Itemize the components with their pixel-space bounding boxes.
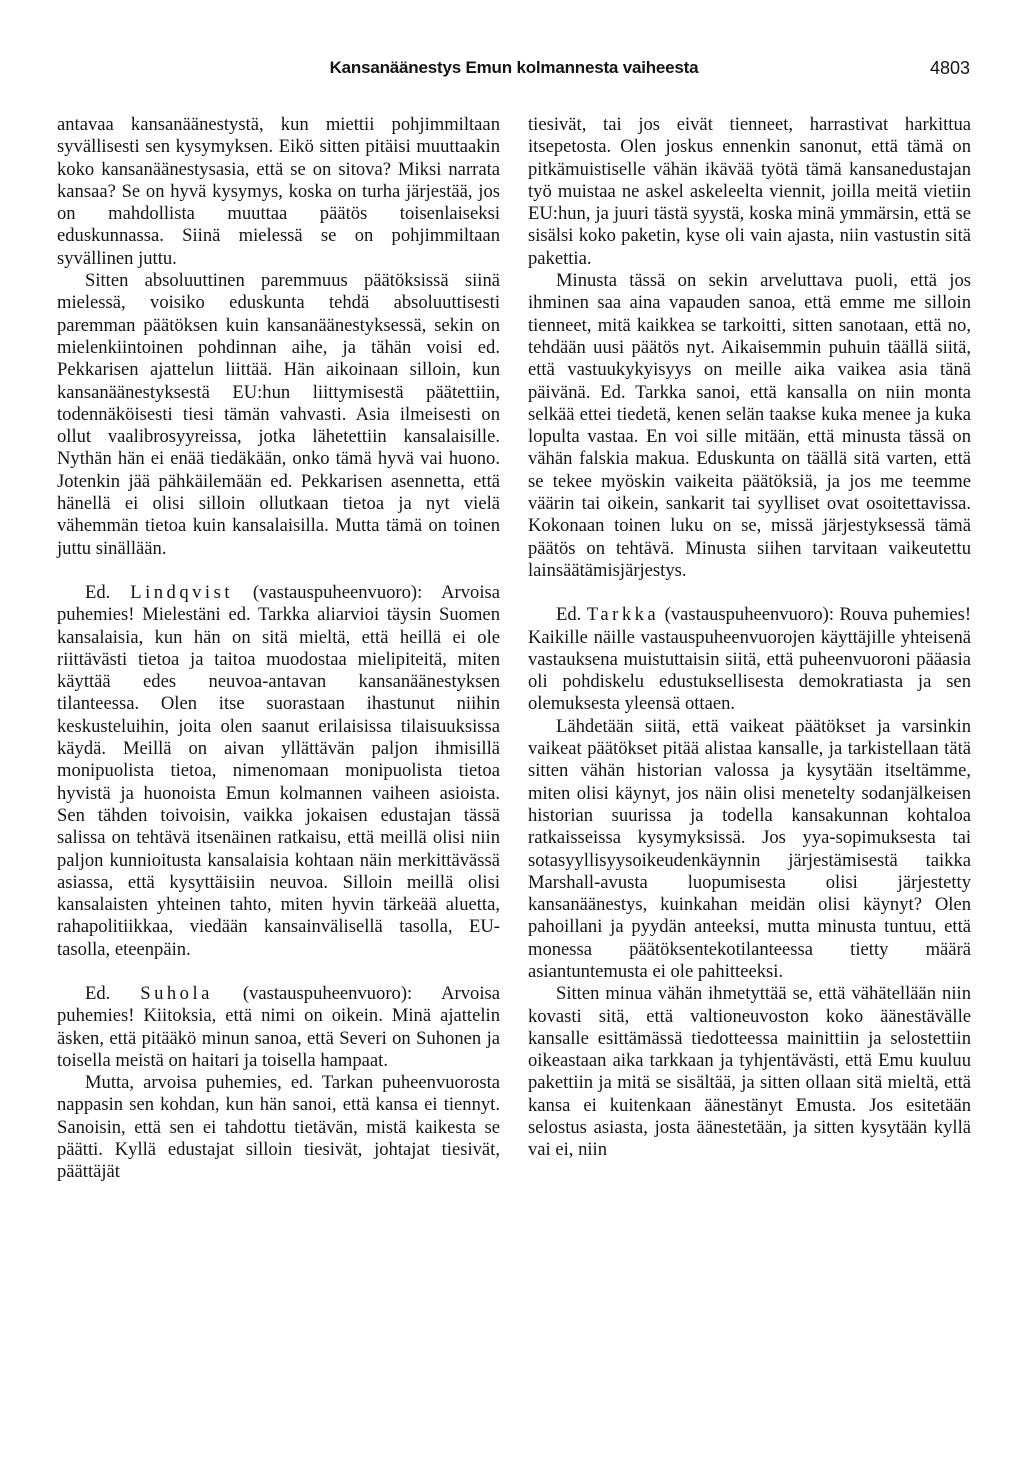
paragraph: antavaa kansanäänestystä, kun miettii pohjimmiltaan syvällisesti sen kysymyksen. Eikö sitten pitäisi muuttaakin koko kansanäänestysasia, että se on sitova? Miksi narrata kansaa? Se on hyvä kysymys, koska on turha järjestää, jos on mahdollista muuttaa päätös toisenlaiseksi eduskunnassa. Siinä mielessä se on pohjimmiltaan syvällinen juttu. [57,114,500,269]
paragraph: Sitten minua vähän ihmetyttää se, että vähätellään niin kovasti sitä, että valtioneuvoston koko äänestävälle kansalle esittämässä tiedotteessa mainittiin ja selostettiin oikeastaan aika tarkkaan ja tyhjentävästi, että Emu kuuluu pakettiin ja mitä se sisältää, ja sitten ollaan sitä mieltä, että kansa ei kuitenkaan äänestänyt Emusta. Jos esitetään selostus asiasta, josta äänestetään, ja sitten kysytään kyllä vai ei, niin [528,983,971,1161]
speaker-prefix: Ed. [556,604,582,626]
speech-suhola [57,983,500,1072]
paragraph: Minusta tässä on sekin arveluttava puoli, että jos ihminen saa aina vapauden sanoa, että emme me silloin tienneet, mitä kaikkea se tarkoitti, sitten sanotaan, että no, tehdään uusi päätös nyt. Aikaisemmin puhuin täällä siitä, että vastuukykyisyys on meille aika vaikea asia tänä päivänä. Ed. Tarkka sanoi, että kansalla on niin monta selkää ettei tiedetä, kenen selän taakse kuka menee ja kuka lopulta vastaa. En voi sille mitään, että minusta tässä on vähän falskia makua. Eduskunta on täällä sitä varten, että se tekee myöskin vaikeita päätöksiä, ja jos me teemme väärin tai oikein, sankarit tai syylliset ovat osoitettavissa. Kokonaan toinen luku on se, missä järjestyksessä tämä päätös on tehtävä. Minusta siihen tarvitaan vaikeutettu lainsäätämisjärjestys. [528,270,971,581]
left-column [57,114,500,1184]
speaker-name: Lindqvist [130,581,233,603]
paragraph: tiesivät, tai jos eivät tienneet, harrastivat harkittua itsepetosta. Olen joskus ennenkin sanonut, että tämä on pitkämuistiselle vähän ikävää työtä tämä kansanedustajan työ muistaa ne askel askeleelta viennit, joilla meitä vietiin EU:hun, ja juuri tästä syystä, koska minä ymmärsin, että se sisälsi koko paketin, kyse oli vain ajasta, niin vastustin sitä pakettia. [528,114,971,269]
speaker-name: Tarkka [586,604,660,626]
paragraph: Lähdetään siitä, että vaikeat päätökset ja varsinkin vaikeat päätökset pitää alistaa kansalle, ja tarkistellaan tätä sitten vähän historian valossa ja kysytään itseltämme, miten olisi käynyt, jos näin olisi menetelty sodanjälkeisen historian suurissa ja todella kansakunnan kohtaloa ratkaisseissa kysymyksissä. Jos yya-sopimuksesta tai sotasyyllisyysoikeudenkäynnin järjestämisestä taikka Marshall-avusta luopumisesta olisi järjestetty kansanäänestys, kuinkahan meidän olisi käynyt? Olen pahoillani ja pyydän anteeksi, mutta minusta tuntuu, että monessa päätöksentekotilanteessa tietty määrä asiantuntemusta ei ole pahitteeksi. [528,715,971,982]
speech-tarkka [528,604,971,715]
speech-text: (vastauspuheenvuoro): Rouva puhemies! Kaikille näille vastauspuheenvuorojen käyttäjille yhteisenä vastauksena muistuttaisin siitä, että puheenvuoroni pääasia oli pohdiskelu edustuksellisesta demokratiasta ja sen olemuksesta yleensä ottaen. [528,604,972,715]
speech-text: (vastauspuheenvuoro): Arvoisa puhemies! Mielestäni ed. Tarkka aliarvioi täysin Suomen kansalaisia, kun hän on sitä mieltä, että heillä ei ole riittävästi tietoa ja taitoa muodostaa mielipiteitä, miten käyttää edes neuvoa-antavan kansanäänestyksen tilanteessa. Olen itse suorastaan ihastunut niihin keskusteluihin, joita olen saanut erilaisissa tilaisuuksissa käydä. Meillä on aivan yllättävän paljon ihmisillä monipuolista tietoa, nimenomaan monipuolista tietoa hyvistä ja huonoista Emun kolmannen vaiheen asioista. Sen tähden toivoisin, vaikka jokaisen edustajan tässä salissa on tehtävä itsenäinen ratkaisu, että meillä olisi niin paljon kunnioitusta kansalaisia kohtaan näin merkittävässä asiassa, että kysyttäisiin neuvoa. Silloin meillä olisi kansalaisten yhteinen tahto, miten hyvin tärkeää aluetta, rahapolitiikkaa, viedään kansainvälisellä tasolla, EU-tasolla, eteenpäin. [57,581,501,960]
speaker-prefix: Ed. [85,982,111,1004]
speaker-name: Suhola [140,982,213,1004]
speech-lindqvist [57,582,500,961]
paragraph: Sitten absoluuttinen paremmuus päätöksissä siinä mielessä, voisiko eduskunta tehdä absoluuttisesti paremman päätöksen kuin kansanäänestyksessä, sekin on mielenkiintoinen pohdinnan aihe, ja tähän voisi ed. Pekkarisen ajattelun liittää. Hän aikoinaan silloin, kun kansanäänestyksestä EU:hun liittymisestä päätettiin, todennäköisesti tiesi tämän vahvasti. Asia ilmeisesti on ollut vaalibrosyyreissa, jotka lähetettiin kansalaisille. Nythän hän ei enää tiedäkään, onko tämä hyvä vai huono. Jotenkin jää pähkäilemään ed. Pekkarisen asennetta, että hänellä ei olisi silloin ollutkaan tietoa ja nyt vielä vähemmän tietoa kuin kansalaisilla. Mutta tämä on toinen juttu sinällään. [57,270,500,559]
right-column [528,114,971,1162]
speech-text: (vastauspuheenvuoro): Arvoisa puhemies! Kiitoksia, että nimi on oikein. Minä ajattelin äsken, että pitääkö minun sanoa, että Severi on Suhonen ja toisella meistä on haitari ja toisella hampaat. [57,982,500,1071]
page-header [58,58,970,86]
speaker-prefix: Ed. [85,581,111,603]
running-title: Kansanäänestys Emun kolmannesta vaiheesta [329,58,699,77]
page-number: 4803 [929,58,970,78]
paragraph: Mutta, arvoisa puhemies, ed. Tarkan puheenvuorosta nappasin sen kohdan, kun hän sanoi, että kansa ei tiennyt. Sanoisin, että sen ei tahdottu tietävän, mistä kaikesta se päätti. Kyllä edustajat silloin tiesivät, johtajat tiesivät, päättäjät [57,1072,500,1183]
